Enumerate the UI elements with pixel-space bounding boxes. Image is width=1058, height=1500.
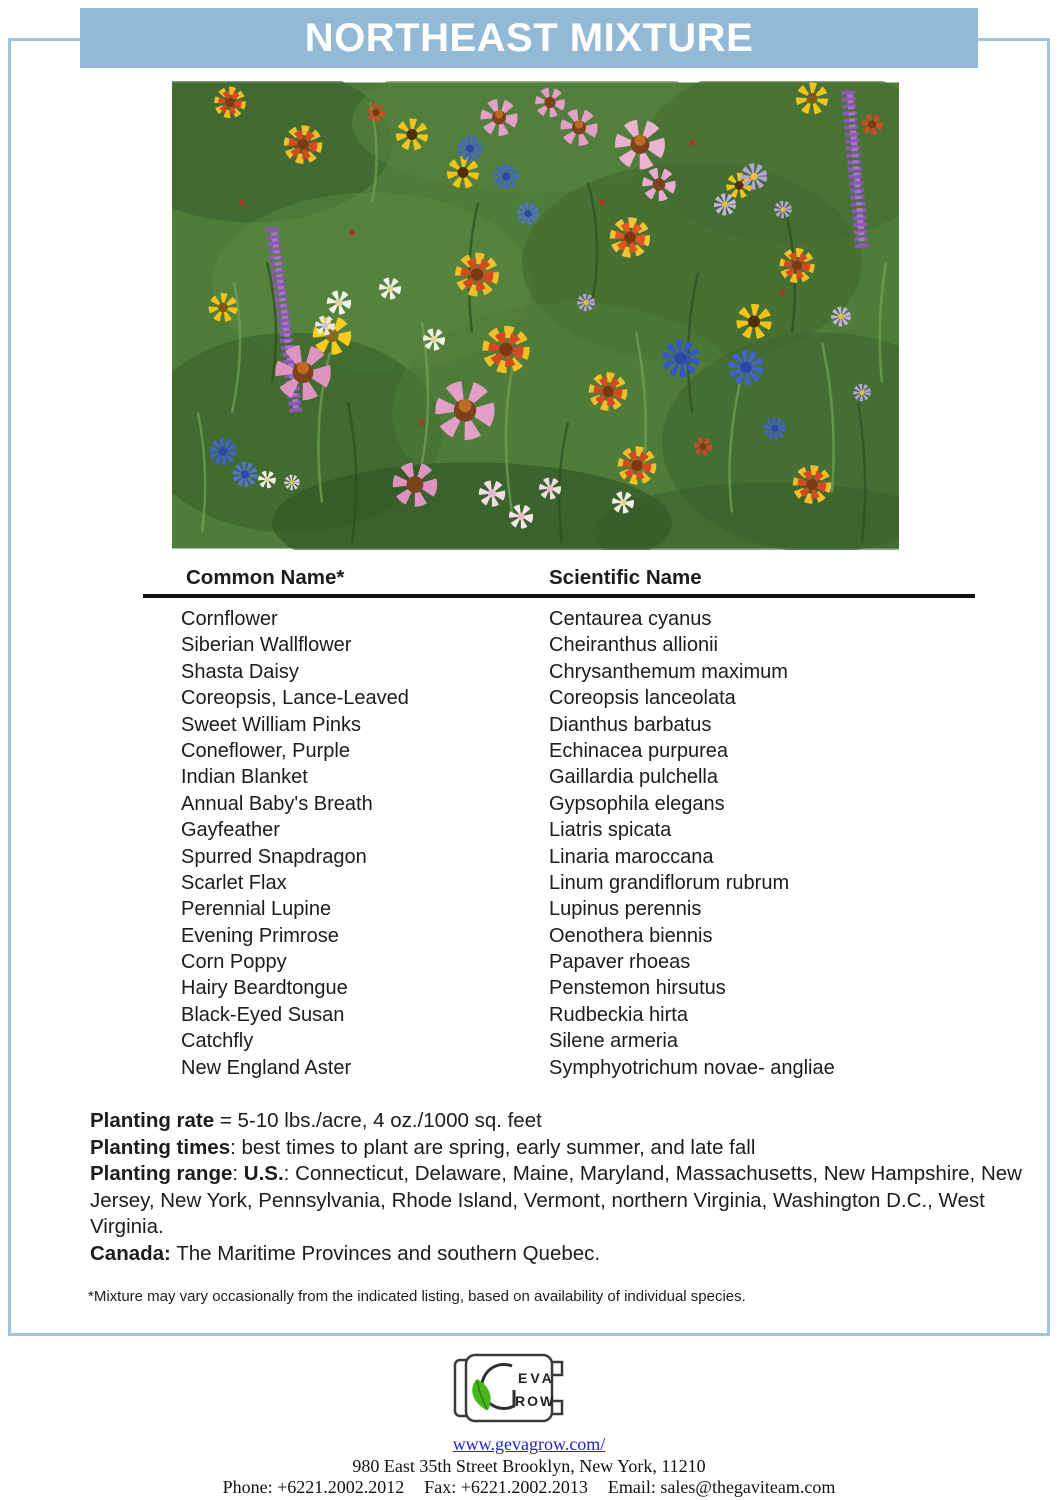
scientific-name-cell: Liatris spicata: [549, 819, 672, 842]
table-row: [0, 740, 1058, 766]
table-row: [0, 925, 1058, 951]
common-name-cell: New England Aster: [181, 1056, 352, 1079]
common-name-cell: Annual Baby's Breath: [181, 792, 373, 815]
scientific-name-cell: Silene armeria: [549, 1030, 678, 1053]
table-row: [0, 977, 1058, 1003]
common-name-cell: Evening Primrose: [181, 924, 339, 947]
common-name-cell: Coneflower, Purple: [181, 739, 350, 762]
common-name-cell: Perennial Lupine: [181, 898, 332, 921]
table-row: [0, 898, 1058, 924]
planting-range-us-label: U.S.: [243, 1162, 284, 1186]
wildflower-photo: [172, 81, 899, 550]
scientific-name-cell: Symphyotrichum novae- angliae: [549, 1056, 835, 1079]
scientific-name-cell: Cheiranthus allionii: [549, 634, 718, 657]
planting-info: [90, 1108, 1030, 1268]
page-title: NORTHEAST MIXTURE: [304, 15, 754, 60]
fax-text: Fax: +6221.2002.2013: [424, 1477, 588, 1497]
wildflower-photo-illustration: [172, 81, 899, 550]
common-name-cell: Gayfeather: [181, 819, 280, 842]
table-row: [0, 872, 1058, 898]
scientific-name-cell: Echinacea purpurea: [549, 739, 729, 762]
gevagrow-logo-icon: [452, 1350, 572, 1426]
table-row: [0, 1004, 1058, 1030]
species-table-body: [0, 608, 1058, 1083]
planting-rate-value: = 5-10 lbs./acre, 4 oz./1000 sq. feet: [214, 1109, 542, 1132]
table-row: [0, 793, 1058, 819]
common-name-cell: Sweet William Pinks: [181, 713, 362, 736]
planting-range-line: [90, 1161, 1030, 1241]
common-name-cell: Hairy Beardtongue: [181, 977, 348, 1000]
scientific-name-cell: Dianthus barbatus: [549, 713, 712, 736]
title-banner: [80, 8, 978, 68]
footer: [0, 1434, 1058, 1499]
scientific-name-cell: Coreopsis lanceolata: [549, 687, 736, 710]
table-row: [0, 661, 1058, 687]
common-name-cell: Indian Blanket: [181, 766, 308, 789]
planting-rate-line: [90, 1108, 1030, 1135]
scientific-name-cell: Linaria maroccana: [549, 845, 714, 868]
contact-line: [0, 1477, 1058, 1499]
column-header-common-name: Common Name*: [186, 566, 345, 589]
scientific-name-cell: Penstemon hirsutus: [549, 977, 726, 1000]
table-row: [0, 687, 1058, 713]
planting-rate-label: Planting rate: [90, 1109, 215, 1132]
scientific-name-cell: Oenothera biennis: [549, 924, 713, 947]
common-name-cell: Scarlet Flax: [181, 871, 287, 894]
common-name-cell: Black-Eyed Susan: [181, 1003, 345, 1026]
scientific-name-cell: Centaurea cyanus: [549, 608, 712, 630]
scientific-name-cell: Papaver rhoeas: [549, 951, 691, 974]
scientific-name-cell: Linum grandiflorum rubrum: [549, 871, 790, 894]
scientific-name-cell: Lupinus perennis: [549, 898, 702, 921]
common-name-cell: Siberian Wallflower: [181, 634, 352, 657]
table-row: [0, 819, 1058, 845]
gevagrow-logo: [452, 1350, 572, 1426]
scientific-name-cell: Gypsophila elegans: [549, 792, 725, 815]
planting-range-value: : Connecticut, Delaware, Maine, Maryland, Massachusetts, New Hampshire, New Jersey, New York, Pennsylvania, Rhode Island, Vermont, northern Virginia, Washington D.C., West Virginia.: [90, 1162, 1022, 1239]
common-name-cell: Spurred Snapdragon: [181, 845, 367, 868]
planting-range-sep: :: [232, 1162, 244, 1186]
website-link[interactable]: www.gevagrow.com/: [452, 1434, 606, 1454]
table-row: [0, 1057, 1058, 1083]
address-line: 980 East 35th Street Brooklyn, New York, 11210: [352, 1455, 706, 1476]
mixture-disclaimer: *Mixture may vary occasionally from the indicated listing, based on availability of individual species.: [88, 1288, 746, 1305]
scientific-name-cell: Chrysanthemum maximum: [549, 660, 788, 683]
table-row: [0, 766, 1058, 792]
scientific-name-cell: Gaillardia pulchella: [549, 766, 718, 789]
common-name-cell: Coreopsis, Lance-Leaved: [181, 687, 409, 710]
logo-word-top: EVA: [518, 1370, 555, 1386]
table-row: [0, 1030, 1058, 1056]
common-name-cell: Shasta Daisy: [181, 660, 299, 683]
table-row: [0, 846, 1058, 872]
planting-range-label: Planting range: [90, 1162, 233, 1186]
planting-times-line: [90, 1135, 1030, 1162]
planting-times-value: : best times to plant are spring, early summer, and late fall: [230, 1135, 756, 1159]
email-text: Email: sales@thegaviteam.com: [607, 1477, 836, 1497]
table-row: [0, 951, 1058, 977]
canada-value: The Maritime Provinces and southern Quebec.: [170, 1241, 601, 1265]
scientific-name-cell: Rudbeckia hirta: [549, 1003, 688, 1026]
common-name-cell: Corn Poppy: [181, 951, 287, 974]
logo-word-bottom: ROW: [515, 1393, 556, 1409]
table-header-rule: [143, 594, 975, 598]
table-row: [0, 714, 1058, 740]
table-row: [0, 634, 1058, 660]
planting-times-label: Planting times: [90, 1135, 231, 1159]
canada-label: Canada:: [90, 1241, 171, 1265]
column-header-scientific-name: Scientific Name: [549, 566, 702, 589]
common-name-cell: Catchfly: [181, 1030, 254, 1053]
table-row: [0, 608, 1058, 634]
planting-canada-line: [90, 1241, 1030, 1268]
common-name-cell: Cornflower: [181, 608, 278, 630]
phone-text: Phone: +6221.2002.2012: [222, 1477, 405, 1497]
